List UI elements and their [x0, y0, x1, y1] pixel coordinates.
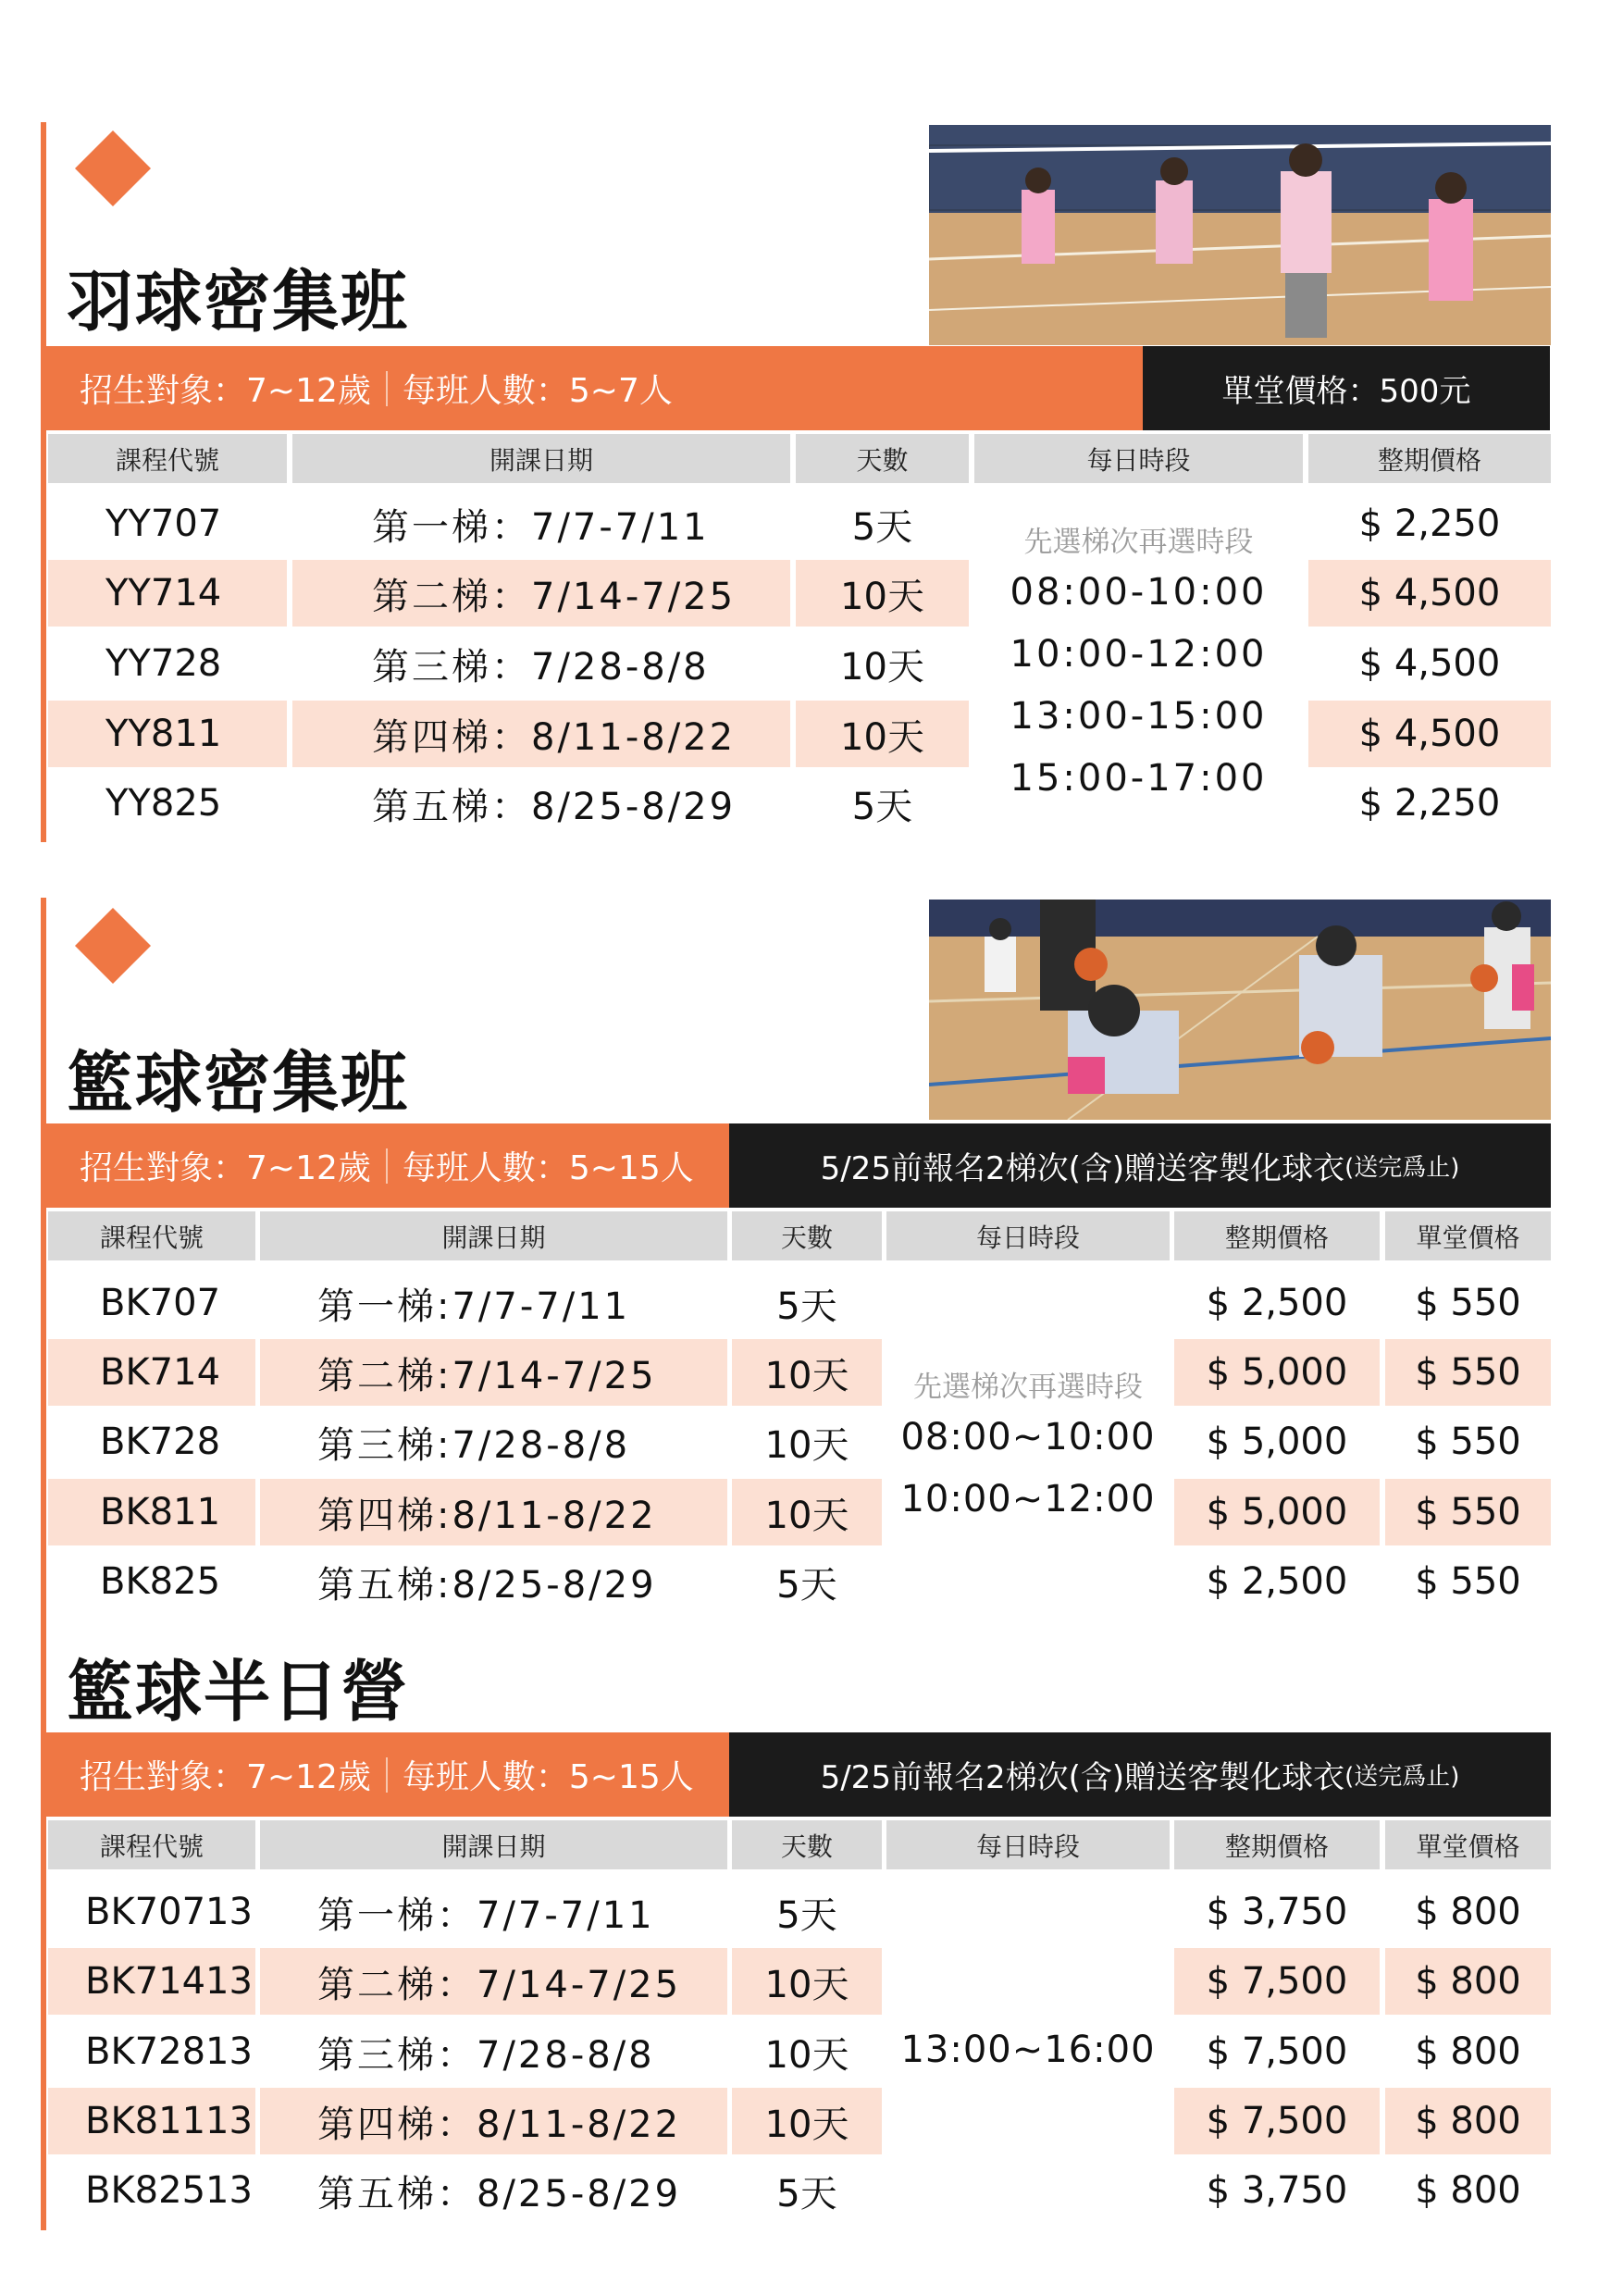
promo-text: 5/25前報名2梯次(含)贈送客製化球衣 — [820, 1150, 1345, 1187]
course-single-price: $ 800 — [1385, 1948, 1551, 2015]
course-price: $ 2,250 — [1358, 503, 1501, 545]
audience-text: 招生對象：7~12歲 — [80, 1149, 371, 1187]
promo-bar — [729, 1123, 1551, 1208]
course-date: 第二梯：7/14-7/25 — [292, 560, 790, 627]
col-header-time: 每日時段 — [886, 1211, 1170, 1260]
course-code: BK82513 — [85, 2169, 253, 2212]
course-price: $ 7,500 — [1174, 2088, 1380, 2154]
time-note: 先選梯次再選時段 — [1023, 526, 1254, 559]
course-code: BK825 — [100, 1560, 221, 1603]
course-days: 5天 — [851, 505, 913, 549]
basketball-photo — [929, 900, 1551, 1120]
course-days: 10天 — [732, 1479, 882, 1545]
course-price: $ 4,500 — [1308, 701, 1551, 767]
course-days: 5天 — [776, 2172, 837, 2215]
course-date: 第一梯：7/7-7/11 — [317, 1893, 655, 1937]
course-code: BK72813 — [85, 2030, 253, 2073]
time-slot: 13:00-15:00 — [1010, 695, 1268, 738]
col-header-days: 天數 — [796, 434, 969, 483]
course-code: YY707 — [105, 503, 222, 545]
divider — [386, 1148, 388, 1184]
course-days: 10天 — [764, 1423, 849, 1467]
course-price: $ 2,500 — [1206, 1560, 1348, 1603]
course-price: $ 4,500 — [1308, 560, 1551, 627]
course-date: 第二梯:7/14-7/25 — [260, 1339, 727, 1406]
divider — [386, 371, 388, 406]
course-days: 10天 — [732, 1948, 882, 2015]
course-code: BK81113 — [48, 2088, 255, 2154]
col-header-days: 天數 — [732, 1211, 882, 1260]
enrollment-info-bar — [46, 346, 1143, 430]
col-header-single-price: 單堂價格 — [1385, 1820, 1551, 1869]
class-size-text: 每班人數：5~15人 — [402, 1758, 694, 1796]
course-code: YY825 — [105, 782, 222, 825]
course-date: 第三梯:7/28-8/8 — [317, 1423, 631, 1467]
course-date: 第一梯:7/7-7/11 — [317, 1285, 631, 1328]
course-price: $ 2,500 — [1206, 1282, 1348, 1324]
col-header-time: 每日時段 — [886, 1820, 1170, 1869]
page-title-basketball: 籃球密集班 — [67, 1044, 410, 1122]
course-price: $ 5,000 — [1174, 1339, 1380, 1406]
course-single-price: $ 800 — [1415, 2169, 1521, 2212]
course-price: $ 7,500 — [1206, 2030, 1348, 2073]
course-days: 5天 — [776, 1563, 837, 1607]
course-days: 10天 — [796, 560, 969, 627]
promo-note: (送完爲止) — [1344, 1154, 1460, 1182]
section-accent-bar — [41, 898, 46, 2230]
promo-text: 5/25前報名2梯次(含)贈送客製化球衣 — [820, 1759, 1345, 1796]
col-header-date: 開課日期 — [260, 1211, 727, 1260]
course-date: 第一梯：7/7-7/11 — [372, 505, 710, 549]
col-header-code: 課程代號 — [48, 1820, 255, 1869]
time-slot: 08:00-10:00 — [1010, 571, 1268, 614]
promo-bar — [729, 1732, 1551, 1817]
course-single-price: $ 550 — [1385, 1339, 1551, 1406]
class-size-text: 每班人數：5~15人 — [402, 1149, 694, 1187]
course-single-price: $ 550 — [1415, 1282, 1521, 1324]
col-header-time: 每日時段 — [974, 434, 1303, 483]
page-title-badminton: 羽球密集班 — [67, 263, 410, 341]
col-header-date: 開課日期 — [260, 1820, 727, 1869]
course-code: YY714 — [48, 560, 287, 627]
audience-text: 招生對象：7~12歲 — [80, 1758, 371, 1796]
course-single-price: $ 550 — [1385, 1479, 1551, 1545]
course-date: 第二梯：7/14-7/25 — [260, 1948, 727, 2015]
time-slot: 10:00~12:00 — [900, 1478, 1156, 1520]
diamond-icon — [75, 130, 151, 206]
course-days: 10天 — [732, 2088, 882, 2154]
col-header-days: 天數 — [732, 1820, 882, 1869]
course-code: BK714 — [48, 1339, 255, 1406]
course-date: 第四梯：8/11-8/22 — [260, 2088, 727, 2154]
divider — [386, 1757, 388, 1793]
enrollment-info-bar — [46, 1123, 729, 1208]
course-single-price: $ 800 — [1415, 2030, 1521, 2073]
course-date: 第五梯：8/25-8/29 — [317, 2172, 682, 2215]
col-header-single-price: 單堂價格 — [1385, 1211, 1551, 1260]
time-note: 先選梯次再選時段 — [913, 1371, 1143, 1404]
course-code: YY728 — [105, 642, 222, 685]
course-date: 第五梯:8/25-8/29 — [317, 1563, 657, 1607]
course-price: $ 5,000 — [1174, 1479, 1380, 1545]
course-single-price: $ 550 — [1415, 1421, 1521, 1463]
time-slot: 08:00~10:00 — [900, 1416, 1156, 1458]
section-accent-bar — [41, 122, 46, 842]
course-price: $ 5,000 — [1206, 1421, 1348, 1463]
course-days: 5天 — [776, 1285, 837, 1328]
enrollment-info-bar — [46, 1732, 729, 1817]
course-single-price: $ 550 — [1415, 1560, 1521, 1603]
col-header-date: 開課日期 — [292, 434, 790, 483]
page-title-halfday: 籃球半日營 — [67, 1653, 410, 1731]
time-slot: 10:00-12:00 — [1010, 633, 1268, 676]
course-days: 10天 — [732, 1339, 882, 1406]
course-date: 第四梯：8/11-8/22 — [292, 701, 790, 767]
diamond-icon — [75, 908, 151, 984]
course-price: $ 4,500 — [1358, 642, 1501, 685]
time-slot: 13:00~16:00 — [900, 2029, 1156, 2071]
single-price-text: 單堂價格：500元 — [1221, 373, 1471, 410]
course-code: BK71413 — [48, 1948, 255, 2015]
promo-note: (送完爲止) — [1344, 1763, 1460, 1791]
course-date: 第三梯：7/28-8/8 — [317, 2033, 655, 2077]
audience-text: 招生對象：7~12歲 — [80, 372, 371, 410]
course-price: $ 2,250 — [1358, 782, 1501, 825]
time-slot: 15:00-17:00 — [1010, 757, 1268, 800]
course-days: 5天 — [851, 785, 913, 828]
course-price: $ 7,500 — [1174, 1948, 1380, 2015]
course-single-price: $ 800 — [1385, 2088, 1551, 2154]
col-header-price: 整期價格 — [1308, 434, 1551, 483]
course-code: BK811 — [48, 1479, 255, 1545]
course-code: BK728 — [100, 1421, 221, 1463]
badminton-photo — [929, 125, 1551, 345]
course-price: $ 3,750 — [1206, 2169, 1348, 2212]
col-header-code: 課程代號 — [48, 434, 287, 483]
course-date: 第三梯：7/28-8/8 — [372, 645, 710, 689]
course-code: BK707 — [100, 1282, 221, 1324]
course-days: 10天 — [840, 645, 924, 689]
course-code: BK70713 — [85, 1891, 253, 1933]
course-code: YY811 — [48, 701, 287, 767]
course-days: 10天 — [764, 2033, 849, 2077]
single-price-bar — [1143, 346, 1550, 430]
col-header-price: 整期價格 — [1174, 1211, 1380, 1260]
col-header-code: 課程代號 — [48, 1211, 255, 1260]
course-days: 10天 — [796, 701, 969, 767]
course-days: 5天 — [776, 1893, 837, 1937]
course-price: $ 3,750 — [1206, 1891, 1348, 1933]
course-single-price: $ 800 — [1415, 1891, 1521, 1933]
course-date: 第四梯:8/11-8/22 — [260, 1479, 727, 1545]
course-date: 第五梯：8/25-8/29 — [372, 785, 737, 828]
class-size-text: 每班人數：5~7人 — [402, 372, 673, 410]
col-header-price: 整期價格 — [1174, 1820, 1380, 1869]
